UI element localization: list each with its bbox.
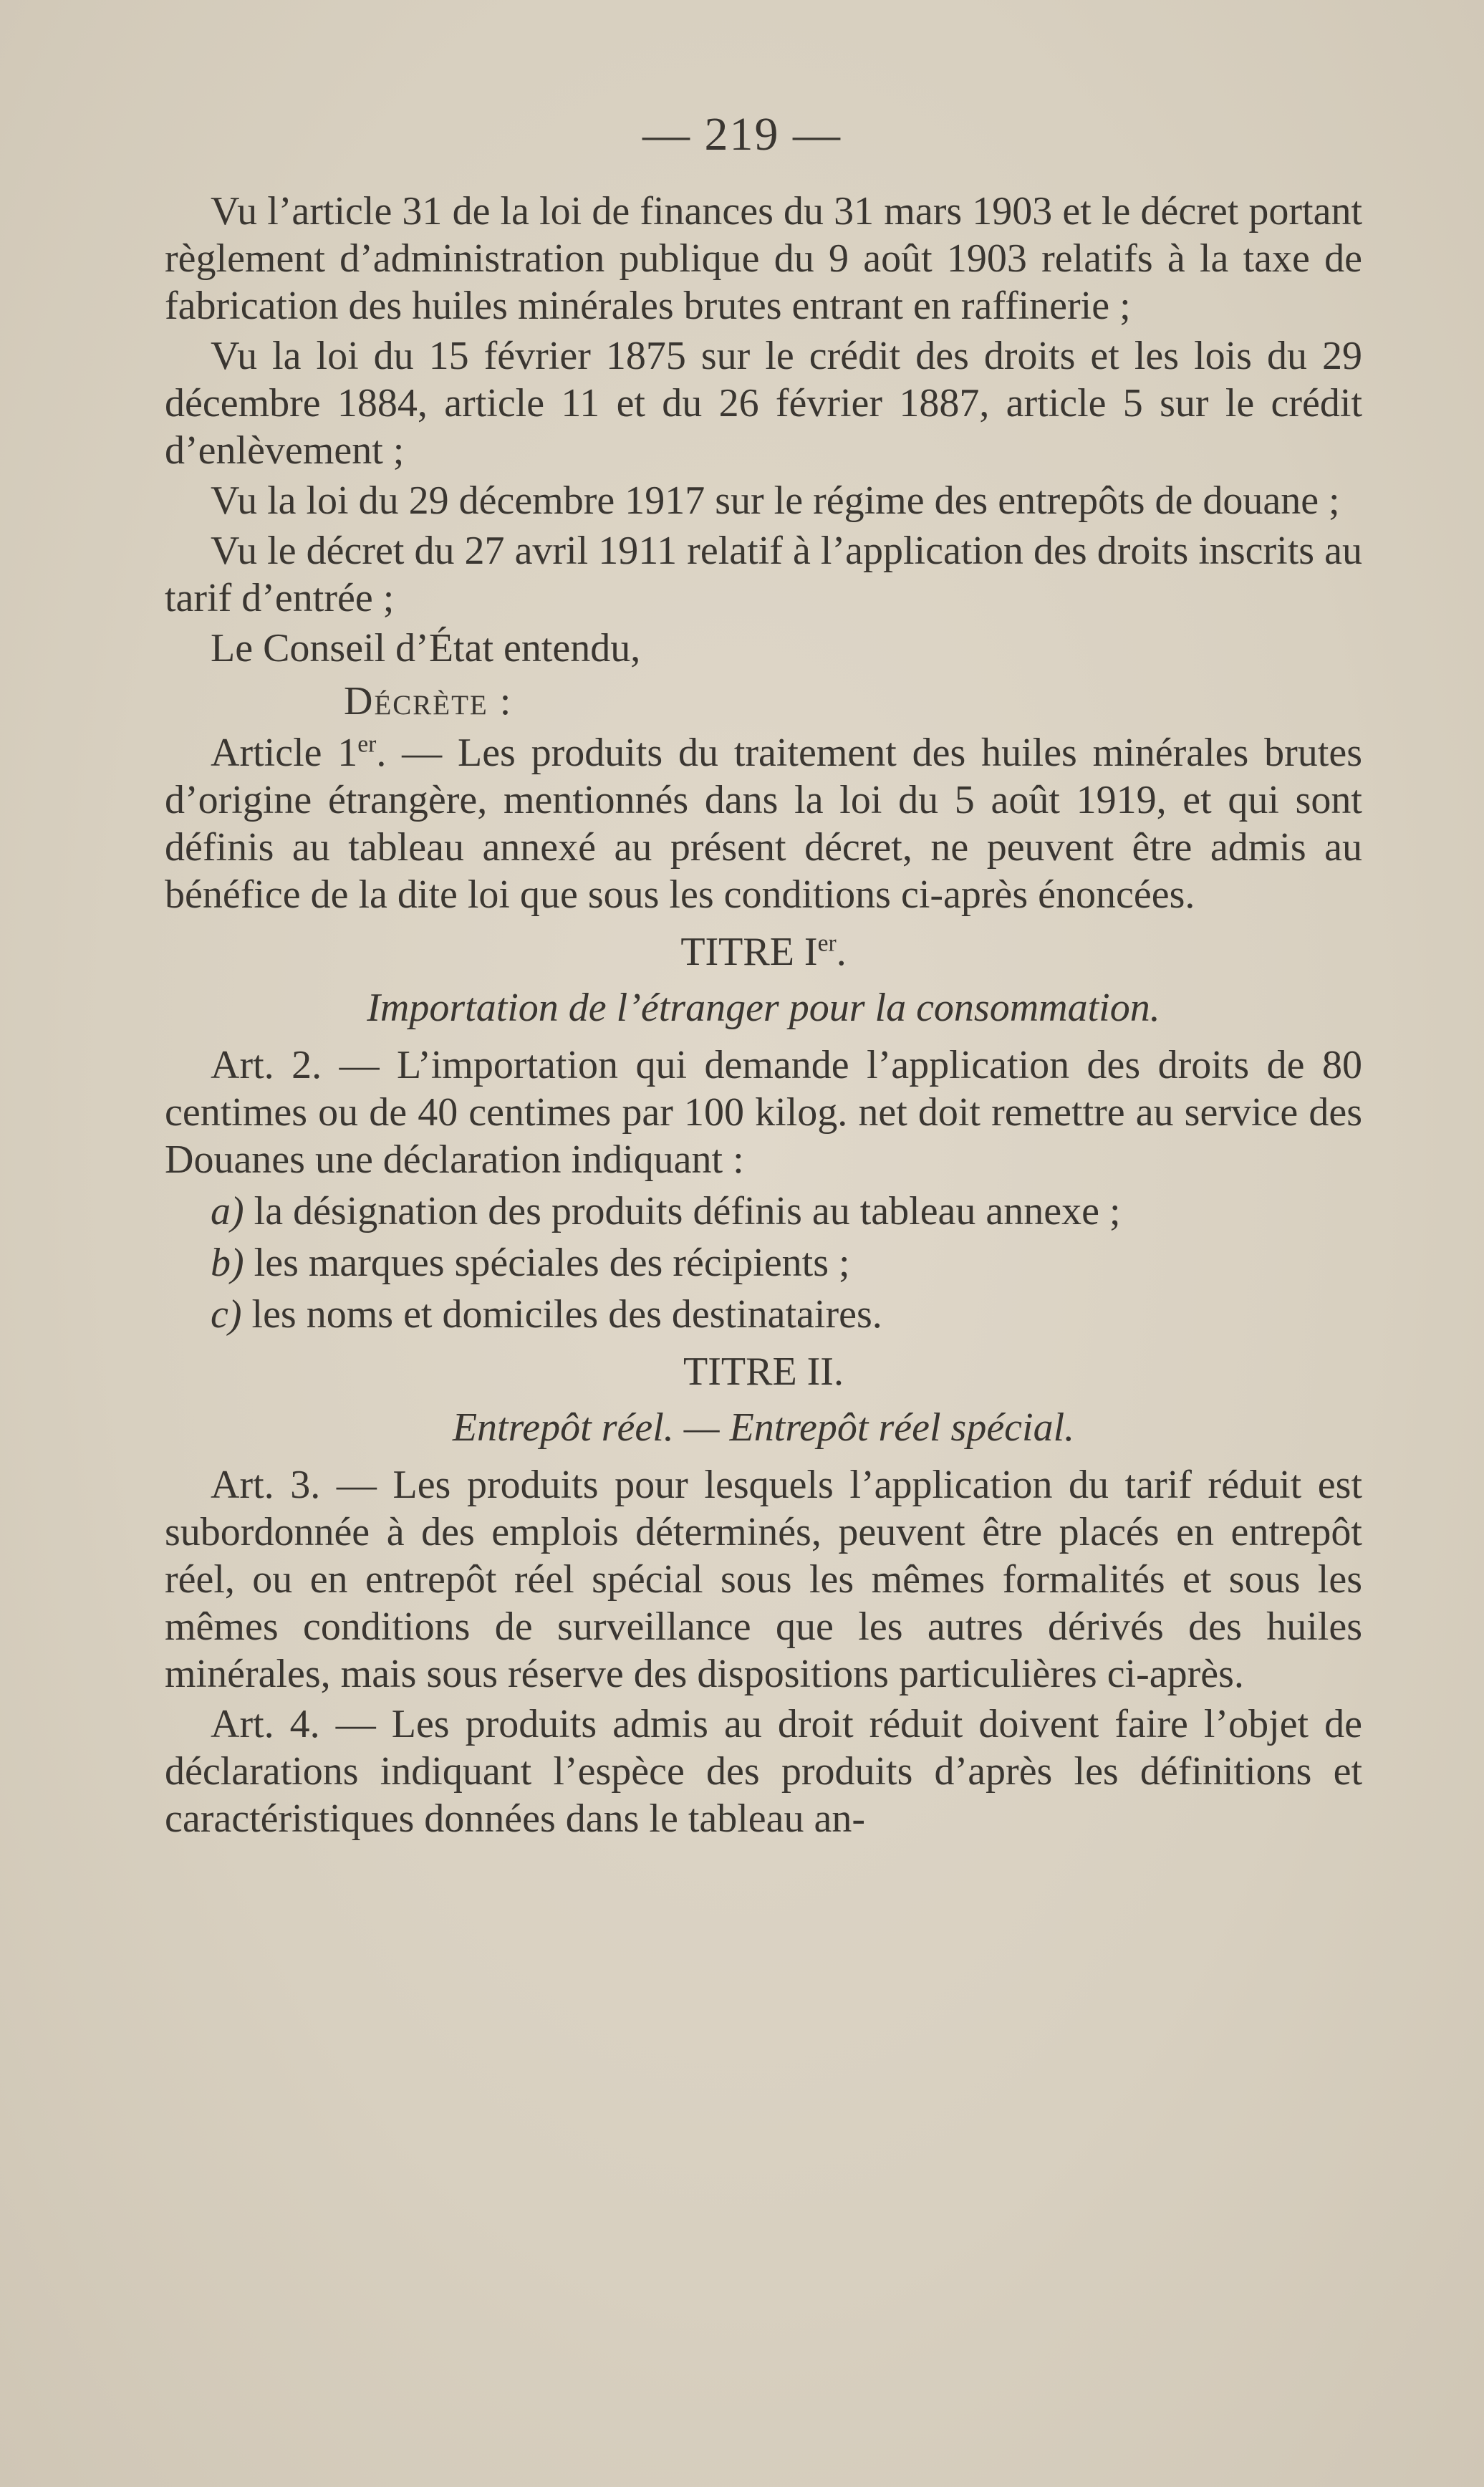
decrete-heading: Décrète : [344, 679, 513, 723]
list-text-a: la désignation des produits définis au tableau annexe ; [244, 1189, 1121, 1233]
list-letter-a: a) [211, 1189, 244, 1233]
titre-2-heading: TITRE II. [683, 1350, 844, 1394]
titre-1-heading [165, 928, 1362, 976]
list-letter-b: b) [211, 1241, 244, 1285]
body-text [165, 188, 1362, 1845]
titre-1-label: TITRE I [680, 930, 818, 974]
list-text-b: les marques spéciales des récipients ; [244, 1241, 850, 1285]
titre-2-subtitle: Entrepôt réel. — Entrepôt réel spécial. [452, 1405, 1075, 1450]
article-1-text: . — Les produits du traitement des huiles minérales brutes d’origine étrangère, mentionnés dans la loi du 5 août 1919, et qui sont définis au tableau annexé au présent décret, ne peuvent être admis au bénéfice de la dite loi que sous les conditions ci-après énoncées. [165, 731, 1362, 917]
article-1-sup: er [357, 731, 377, 758]
list-item-b [165, 1239, 1362, 1286]
article-3: Art. 3. — Les produits pour lesquels l’application du tarif réduit est subordonnée à des emplois déterminés, peuvent être placés en entrepôt réel, ou en entrepôt réel spécial sous les mêmes formalités et sous les mêmes conditions de surveillance que les autres dérivés des huiles minérales, mais sous réserve des dispositions particulières ci-après. [165, 1463, 1362, 1696]
article-2: Art. 2. — L’importation qui demande l’application des droits de 80 centimes ou de 40 centimes par 100 kilog. net doit remettre au service des Douanes une déclaration indiquant : [165, 1043, 1362, 1182]
titre-1-sup: er [817, 930, 837, 957]
list-item-a [165, 1188, 1362, 1235]
page-number: — 219 — [642, 108, 842, 160]
article-1 [165, 729, 1362, 918]
paragraph-vu-decret-1911: Vu le décret du 27 avril 1911 relatif à l’application des droits inscrits au tarif d’entrée ; [165, 529, 1362, 620]
list-text-c: les noms et domiciles des destinataires. [241, 1292, 882, 1337]
paragraph-vu-loi-1917: Vu la loi du 29 décembre 1917 sur le régime des entrepôts de douane ; [211, 478, 1340, 523]
article-1-label: Article 1 [211, 731, 358, 775]
list-letter-c: c) [211, 1292, 242, 1337]
list-item-c [165, 1291, 1362, 1338]
paragraph-vu-article-31: Vu l’article 31 de la loi de finances du 31 mars 1903 et le décret portant règlement d’administration publique du 9 août 1903 relatifs à la taxe de fabrication des huiles minérales brutes entrant en raffinerie ; [165, 189, 1362, 328]
paragraph-conseil-etat: Le Conseil d’État entendu, [211, 626, 641, 670]
article-4: Art. 4. — Les produits admis au droit réduit doivent faire l’objet de déclarations indiquant l’espèce des produits d’après les définitions et caractéristiques données dans le tableau an- [165, 1702, 1362, 1841]
titre-1-suffix: . [836, 930, 847, 974]
titre-1-subtitle: Importation de l’étranger pour la consommation. [367, 986, 1160, 1030]
paragraph-vu-loi-1875: Vu la loi du 15 février 1875 sur le crédit des droits et les lois du 29 décembre 1884, article 11 et du 26 février 1887, article 5 sur le crédit d’enlèvement ; [165, 334, 1362, 473]
